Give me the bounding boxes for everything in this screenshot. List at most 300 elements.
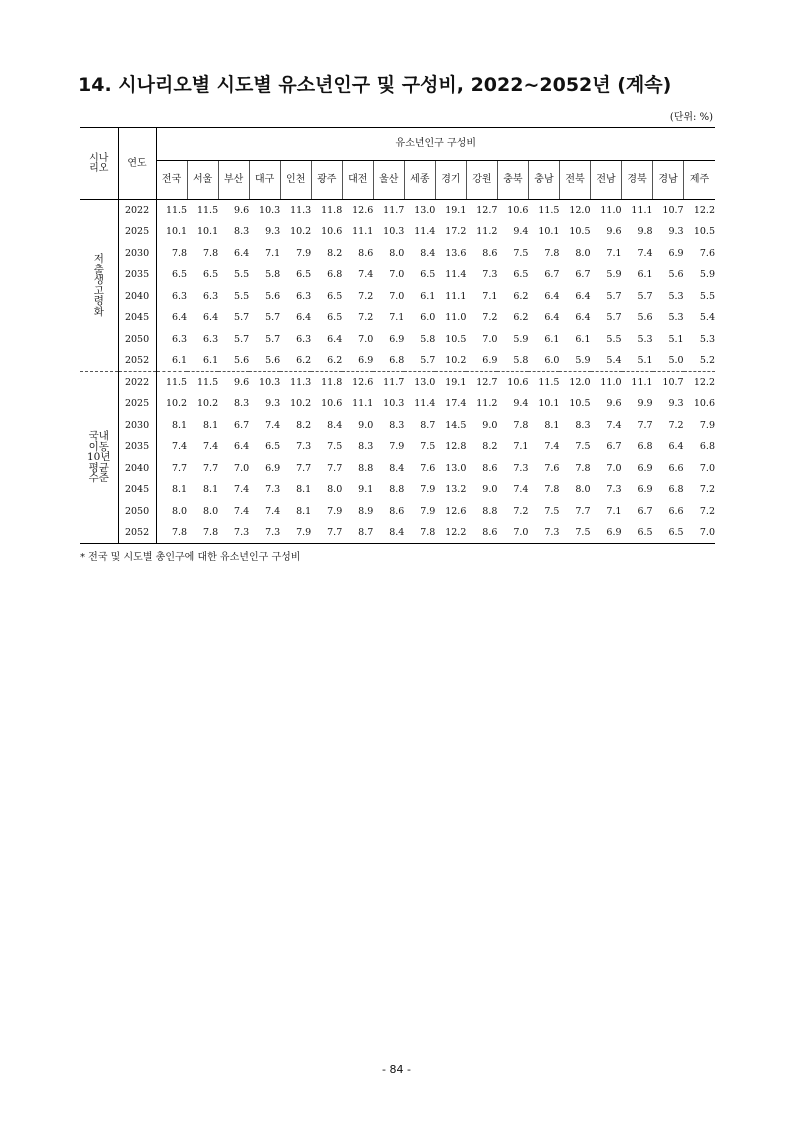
value-cell: 7.8 [203,526,219,538]
value-cell: 6.9 [482,354,498,366]
year-column-header: 연도 [118,128,156,200]
value-cell: 7.9 [420,484,436,495]
value-cell: 6.4 [234,247,250,259]
value-cell: 7.7 [327,462,343,474]
value-cell: 7.2 [668,419,684,431]
value-cell: 7.2 [358,312,374,323]
year-cell: 2052 [118,350,156,372]
table-row [80,307,715,329]
value-cell: 13.0 [404,372,435,394]
value-cell: 9.3 [265,226,281,237]
value-cell: 10.1 [538,398,560,409]
value-cell: 6.4 [544,290,560,302]
year-cell: 2022 [118,200,156,222]
value-cell: 7.3 [513,462,529,474]
value-cell: 6.5 [203,269,219,280]
value-cell: 7.8 [171,247,188,259]
value-cell: 5.8 [265,269,281,280]
table-row [80,458,715,480]
year-cell: 2030 [118,243,156,265]
value-cell: 11.8 [321,204,343,216]
value-cell: 8.8 [358,462,374,474]
value-cell: 5.6 [265,354,281,366]
region-header-8: 세종 [404,161,435,200]
table-row [80,436,715,458]
value-cell: 7.7 [296,462,312,474]
value-cell: 6.4 [171,312,188,323]
value-cell: 7.7 [575,505,591,517]
value-cell: 10.3 [249,372,280,394]
year-cell: 2035 [118,264,156,286]
value-cell: 7.9 [296,247,312,259]
footnote: * 전국 및 시도별 총인구에 대한 유소년인구 구성비 [80,552,301,563]
value-cell: 9.3 [668,398,684,409]
value-cell: 7.4 [606,419,622,431]
value-cell: 8.4 [389,526,405,538]
value-cell: 6.5 [420,269,436,280]
year-cell: 2052 [118,522,156,544]
value-cell: 6.8 [699,441,715,452]
year-cell: 2050 [118,329,156,351]
value-cell: 5.1 [668,333,684,345]
value-cell: 9.3 [668,226,684,237]
value-cell: 7.8 [513,419,529,431]
value-cell: 8.1 [296,484,312,495]
value-cell: 7.5 [575,526,591,538]
value-cell: 8.4 [327,419,343,431]
value-cell: 11.5 [528,372,559,394]
value-cell: 5.7 [265,333,281,345]
value-cell: 9.8 [637,226,653,237]
value-cell: 9.1 [358,484,374,495]
value-cell: 6.5 [171,269,188,280]
value-cell: 6.4 [234,441,250,452]
value-cell: 7.2 [699,505,715,517]
value-cell: 6.4 [327,333,343,345]
value-cell: 10.1 [538,226,560,237]
value-cell: 6.4 [544,312,560,323]
value-cell: 12.6 [445,505,467,517]
value-cell: 7.0 [389,290,405,302]
unit-label: (단위: %) [669,112,713,123]
value-cell: 6.5 [637,526,653,538]
value-cell: 5.5 [606,333,622,345]
value-cell: 11.5 [187,372,218,394]
region-header-2: 부산 [218,161,249,200]
year-cell: 2022 [118,372,156,394]
value-cell: 10.6 [507,204,529,216]
value-cell: 8.6 [482,526,498,538]
value-cell: 6.9 [358,354,374,366]
value-cell: 5.3 [699,333,715,345]
value-cell: 7.6 [699,247,715,259]
value-cell: 9.3 [265,398,281,409]
value-cell: 19.1 [435,372,466,394]
value-cell: 8.0 [203,505,219,517]
value-cell: 11.2 [476,398,498,409]
value-cell: 12.0 [569,204,591,216]
value-cell: 9.0 [482,419,498,431]
value-cell: 11.1 [445,290,467,302]
year-cell: 2040 [118,286,156,308]
value-cell: 7.9 [389,441,405,452]
region-header-14: 전남 [591,161,622,200]
scenario-column-header: 시나 리오 [80,128,118,200]
value-cell: 7.4 [544,441,560,452]
value-cell: 8.6 [358,247,374,259]
value-cell: 5.6 [637,312,653,323]
value-cell: 12.2 [684,372,715,394]
value-cell: 10.6 [693,398,715,409]
value-cell: 10.6 [497,372,528,394]
page-number: - 84 - [382,1063,411,1076]
region-header-10: 강원 [466,161,497,200]
value-cell: 14.5 [445,419,467,431]
value-cell: 6.6 [668,505,684,517]
page-title: 14. 시나리오별 시도별 유소년인구 및 구성비, 2022~2052년 (계속) [78,74,672,96]
value-cell: 7.1 [265,247,281,259]
value-cell: 5.7 [637,290,653,302]
value-cell: 6.4 [296,312,312,323]
value-cell: 10.5 [569,398,591,409]
region-header-5: 광주 [311,161,342,200]
value-cell: 8.6 [482,462,498,474]
value-cell: 6.8 [637,441,653,452]
value-cell: 8.1 [203,484,219,495]
table-row [80,350,715,372]
value-cell: 6.2 [327,354,343,366]
value-cell: 10.5 [693,226,715,237]
value-cell: 7.4 [265,419,281,431]
table-row [80,200,715,222]
value-cell: 13.6 [445,247,467,259]
value-cell: 11.4 [445,269,467,280]
value-cell: 6.5 [327,290,343,302]
value-cell: 6.1 [575,333,591,345]
value-cell: 10.7 [653,372,684,394]
value-cell: 6.9 [389,333,405,345]
value-cell: 7.9 [327,505,343,517]
region-header-6: 대전 [342,161,373,200]
value-cell: 5.7 [606,312,622,323]
value-cell: 8.1 [203,419,219,431]
value-cell: 8.9 [358,505,374,517]
value-cell: 11.2 [476,226,498,237]
scenario-label: 저 출 생 고 령 화 [80,200,118,372]
value-cell: 12.0 [559,372,590,394]
value-cell: 6.4 [575,312,591,323]
value-cell: 5.5 [234,290,250,302]
value-cell: 10.2 [196,398,219,409]
table-row [80,479,715,501]
value-cell: 10.2 [165,398,188,409]
value-cell: 7.6 [420,462,436,474]
value-cell: 5.3 [668,312,684,323]
table-row [80,243,715,265]
value-cell: 7.4 [513,484,529,495]
value-cell: 6.0 [544,354,560,366]
value-cell: 12.6 [342,372,373,394]
year-cell: 2050 [118,501,156,523]
value-cell: 8.8 [482,505,498,517]
value-cell: 8.0 [171,505,188,517]
value-cell: 10.7 [662,204,684,216]
value-cell: 7.0 [389,269,405,280]
value-cell: 12.7 [466,372,497,394]
table-row [80,372,715,394]
value-cell: 9.0 [482,484,498,495]
value-cell: 9.6 [606,398,622,409]
value-cell: 17.4 [445,398,467,409]
value-cell: 10.5 [569,226,591,237]
value-cell: 7.7 [171,462,188,474]
value-cell: 6.3 [203,290,219,302]
value-cell: 6.3 [296,333,312,345]
value-cell: 7.0 [358,333,374,345]
value-cell: 6.3 [171,290,188,302]
region-header-13: 전북 [559,161,590,200]
value-cell: 6.1 [420,290,436,302]
value-cell: 7.1 [389,312,405,323]
value-cell: 7.4 [234,505,250,517]
value-cell: 7.5 [420,441,436,452]
value-cell: 9.4 [513,398,529,409]
value-cell: 5.9 [513,333,529,345]
value-cell: 9.6 [606,226,622,237]
value-cell: 5.3 [668,290,684,302]
group-column-header: 유소년인구 구성비 [156,128,715,161]
value-cell: 11.1 [622,372,653,394]
value-cell: 7.9 [699,419,715,431]
value-cell: 8.1 [544,419,560,431]
value-cell: 6.1 [171,354,188,366]
region-header-16: 경남 [653,161,684,200]
value-cell: 8.3 [234,398,250,409]
value-cell: 6.3 [171,333,188,345]
value-cell: 6.2 [513,290,529,302]
value-cell: 7.8 [544,247,560,259]
value-cell: 10.6 [321,398,343,409]
value-cell: 7.1 [606,505,622,517]
value-cell: 7.0 [699,526,715,538]
value-cell: 6.4 [668,441,684,452]
value-cell: 6.5 [265,441,281,452]
table-row [80,393,715,415]
value-cell: 10.2 [290,226,312,237]
value-cell: 10.3 [383,226,405,237]
value-cell: 7.9 [296,526,312,538]
value-cell: 5.5 [234,269,250,280]
value-cell: 13.2 [445,484,467,495]
value-cell: 7.2 [358,290,374,302]
value-cell: 5.8 [420,333,436,345]
value-cell: 7.4 [234,484,250,495]
value-cell: 7.3 [234,526,250,538]
value-cell: 7.5 [327,441,343,452]
value-cell: 11.5 [156,372,187,394]
value-cell: 7.3 [296,441,312,452]
value-cell: 5.8 [513,354,529,366]
scenario-label: 국내 이동 10년 평균 수준 [80,372,118,544]
value-cell: 5.7 [234,312,250,323]
value-cell: 12.6 [352,204,374,216]
value-cell: 11.3 [280,372,311,394]
region-header-17: 제주 [684,161,715,200]
value-cell: 7.8 [544,484,560,495]
value-cell: 8.2 [482,441,498,452]
value-cell: 7.3 [606,484,622,495]
value-cell: 8.2 [327,247,343,259]
value-cell: 5.5 [699,290,715,302]
value-cell: 11.0 [600,204,622,216]
value-cell: 9.4 [513,226,529,237]
year-cell: 2045 [118,479,156,501]
year-cell: 2030 [118,415,156,437]
value-cell: 5.7 [265,312,281,323]
value-cell: 8.3 [358,441,374,452]
region-header-1: 서울 [187,161,218,200]
value-cell: 10.3 [383,398,405,409]
table-row [80,221,715,243]
value-cell: 6.5 [296,269,312,280]
value-cell: 6.2 [513,312,529,323]
value-cell: 6.6 [668,462,684,474]
value-cell: 5.3 [637,333,653,345]
value-cell: 7.7 [203,462,219,474]
value-cell: 7.0 [513,526,529,538]
value-cell: 6.8 [327,269,343,280]
table-row [80,415,715,437]
value-cell: 13.0 [414,204,436,216]
value-cell: 11.7 [373,372,404,394]
table-body [80,200,715,544]
value-cell: 5.7 [234,333,250,345]
value-cell: 12.2 [693,204,715,216]
year-cell: 2025 [118,393,156,415]
value-cell: 7.3 [265,526,281,538]
value-cell: 7.4 [358,269,374,280]
region-header-3: 대구 [249,161,280,200]
value-cell: 7.1 [513,441,529,452]
value-cell: 8.3 [389,419,405,431]
value-cell: 7.1 [606,247,622,259]
value-cell: 8.0 [575,484,591,495]
value-cell: 6.3 [296,290,312,302]
value-cell: 7.5 [575,441,591,452]
value-cell: 6.7 [637,505,653,517]
value-cell: 7.8 [203,247,219,259]
value-cell: 10.1 [165,226,188,237]
region-header-row [80,161,715,200]
year-cell: 2025 [118,221,156,243]
value-cell: 11.0 [591,372,622,394]
value-cell: 6.1 [544,333,560,345]
value-cell: 8.7 [358,526,374,538]
value-cell: 8.0 [389,247,405,259]
value-cell: 7.4 [265,505,281,517]
value-cell: 6.9 [668,247,684,259]
value-cell: 7.1 [482,290,498,302]
year-cell: 2035 [118,436,156,458]
region-header-9: 경기 [435,161,466,200]
value-cell: 7.7 [327,526,343,538]
value-cell: 7.8 [420,526,436,538]
value-cell: 7.9 [420,505,436,517]
value-cell: 7.3 [482,269,498,280]
value-cell: 6.1 [203,354,219,366]
value-cell: 7.4 [203,441,219,452]
value-cell: 5.6 [265,290,281,302]
value-cell: 11.8 [311,372,342,394]
value-cell: 5.6 [234,354,250,366]
value-cell: 8.0 [327,484,343,495]
value-cell: 5.9 [606,269,622,280]
value-cell: 13.0 [445,462,467,474]
table-row [80,286,715,308]
value-cell: 10.2 [290,398,312,409]
value-cell: 5.0 [668,354,684,366]
value-cell: 8.1 [171,419,188,431]
value-cell: 10.6 [321,226,343,237]
value-cell: 5.4 [606,354,622,366]
value-cell: 7.2 [699,484,715,495]
region-header-0: 전국 [156,161,187,200]
youth-population-ratio-table [80,127,715,544]
value-cell: 11.3 [290,204,312,216]
value-cell: 9.6 [218,372,249,394]
value-cell: 6.0 [420,312,436,323]
value-cell: 7.0 [234,462,250,474]
value-cell: 5.1 [637,354,653,366]
value-cell: 6.9 [637,462,653,474]
value-cell: 6.9 [637,484,653,495]
region-header-11: 충북 [497,161,528,200]
value-cell: 19.1 [445,204,467,216]
value-cell: 6.8 [668,484,684,495]
value-cell: 7.8 [171,526,188,538]
value-cell: 5.9 [699,269,715,280]
value-cell: 11.5 [196,204,219,216]
value-cell: 8.1 [171,484,188,495]
value-cell: 7.2 [513,505,529,517]
value-cell: 7.6 [544,462,560,474]
value-cell: 7.7 [637,419,653,431]
value-cell: 8.6 [389,505,405,517]
value-cell: 8.2 [296,419,312,431]
value-cell: 8.6 [482,247,498,259]
region-header-4: 인천 [280,161,311,200]
value-cell: 8.4 [420,247,436,259]
year-cell: 2045 [118,307,156,329]
region-header-12: 충남 [528,161,559,200]
value-cell: 6.8 [389,354,405,366]
value-cell: 9.9 [637,398,653,409]
value-cell: 7.3 [544,526,560,538]
value-cell: 6.4 [203,312,219,323]
value-cell: 8.0 [575,247,591,259]
value-cell: 7.3 [265,484,281,495]
value-cell: 12.7 [476,204,498,216]
value-cell: 11.5 [165,204,188,216]
value-cell: 6.5 [668,526,684,538]
value-cell: 5.7 [606,290,622,302]
value-cell: 5.4 [699,312,715,323]
value-cell: 6.7 [606,441,622,452]
value-cell: 8.1 [296,505,312,517]
table-row [80,264,715,286]
value-cell: 11.5 [538,204,560,216]
value-cell: 7.4 [637,247,653,259]
